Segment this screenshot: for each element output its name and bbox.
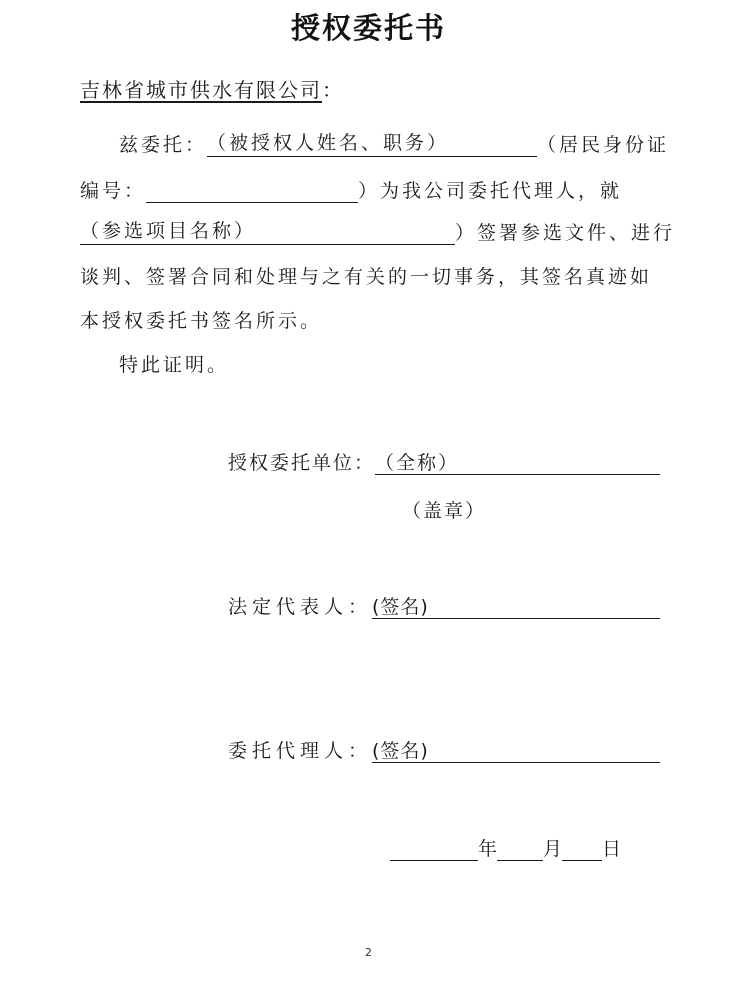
scope-text-1: ）签署参选文件、进行 bbox=[455, 222, 676, 244]
page-number: 2 bbox=[365, 946, 372, 959]
project-name-blank[interactable] bbox=[80, 218, 455, 245]
project-line bbox=[80, 218, 675, 245]
unit-name-blank[interactable] bbox=[375, 448, 660, 475]
year-label: 年 bbox=[478, 838, 498, 860]
day-blank[interactable] bbox=[562, 836, 602, 861]
id-number-line bbox=[80, 176, 622, 203]
addressee-colon: ： bbox=[322, 78, 344, 102]
id-number-blank[interactable] bbox=[146, 176, 358, 203]
entrust-label: 兹委托： bbox=[119, 134, 208, 156]
unit-signature-line bbox=[228, 448, 660, 475]
agent-signature-placeholder: (签名) bbox=[372, 740, 429, 762]
certify-text: 特此证明。 bbox=[119, 354, 230, 376]
year-blank[interactable] bbox=[390, 836, 478, 861]
entrust-line bbox=[119, 130, 669, 157]
agent-signature-blank[interactable] bbox=[372, 736, 660, 763]
unit-label: 授权委托单位： bbox=[228, 452, 376, 474]
project-placeholder: （参选项目名称） bbox=[80, 220, 257, 242]
document-title: 授权委托书 bbox=[290, 11, 446, 45]
month-blank[interactable] bbox=[497, 836, 543, 861]
date-line bbox=[390, 834, 621, 861]
scope-text-2: 谈判、签署合同和处理与之有关的一切事务，其签名真迹如 bbox=[80, 266, 653, 288]
legal-rep-placeholder: (签名) bbox=[372, 596, 429, 618]
id-prefix: （居民身份证 bbox=[537, 134, 670, 156]
seal-note: （盖章） bbox=[402, 500, 487, 522]
agent-suffix: ）为我公司委托代理人，就 bbox=[358, 180, 623, 202]
agent-name-placeholder: （被授权人姓名、职务） bbox=[207, 132, 450, 154]
agent-label: 委托代理人： bbox=[228, 740, 373, 762]
id-number-label: 编号： bbox=[80, 180, 147, 202]
day-label: 日 bbox=[602, 838, 622, 860]
month-label: 月 bbox=[543, 838, 563, 860]
addressee-company: 吉林省城市供水有限公司 bbox=[80, 78, 322, 102]
addressee-line bbox=[80, 74, 344, 103]
legal-rep-label: 法定代表人： bbox=[228, 596, 373, 618]
agent-line bbox=[228, 736, 660, 763]
scope-text-3: 本授权委托书签名所示。 bbox=[80, 310, 323, 332]
unit-placeholder: （全称） bbox=[375, 452, 460, 474]
agent-name-blank[interactable] bbox=[207, 130, 537, 157]
legal-rep-signature-blank[interactable] bbox=[372, 592, 660, 619]
legal-rep-line bbox=[228, 592, 660, 619]
